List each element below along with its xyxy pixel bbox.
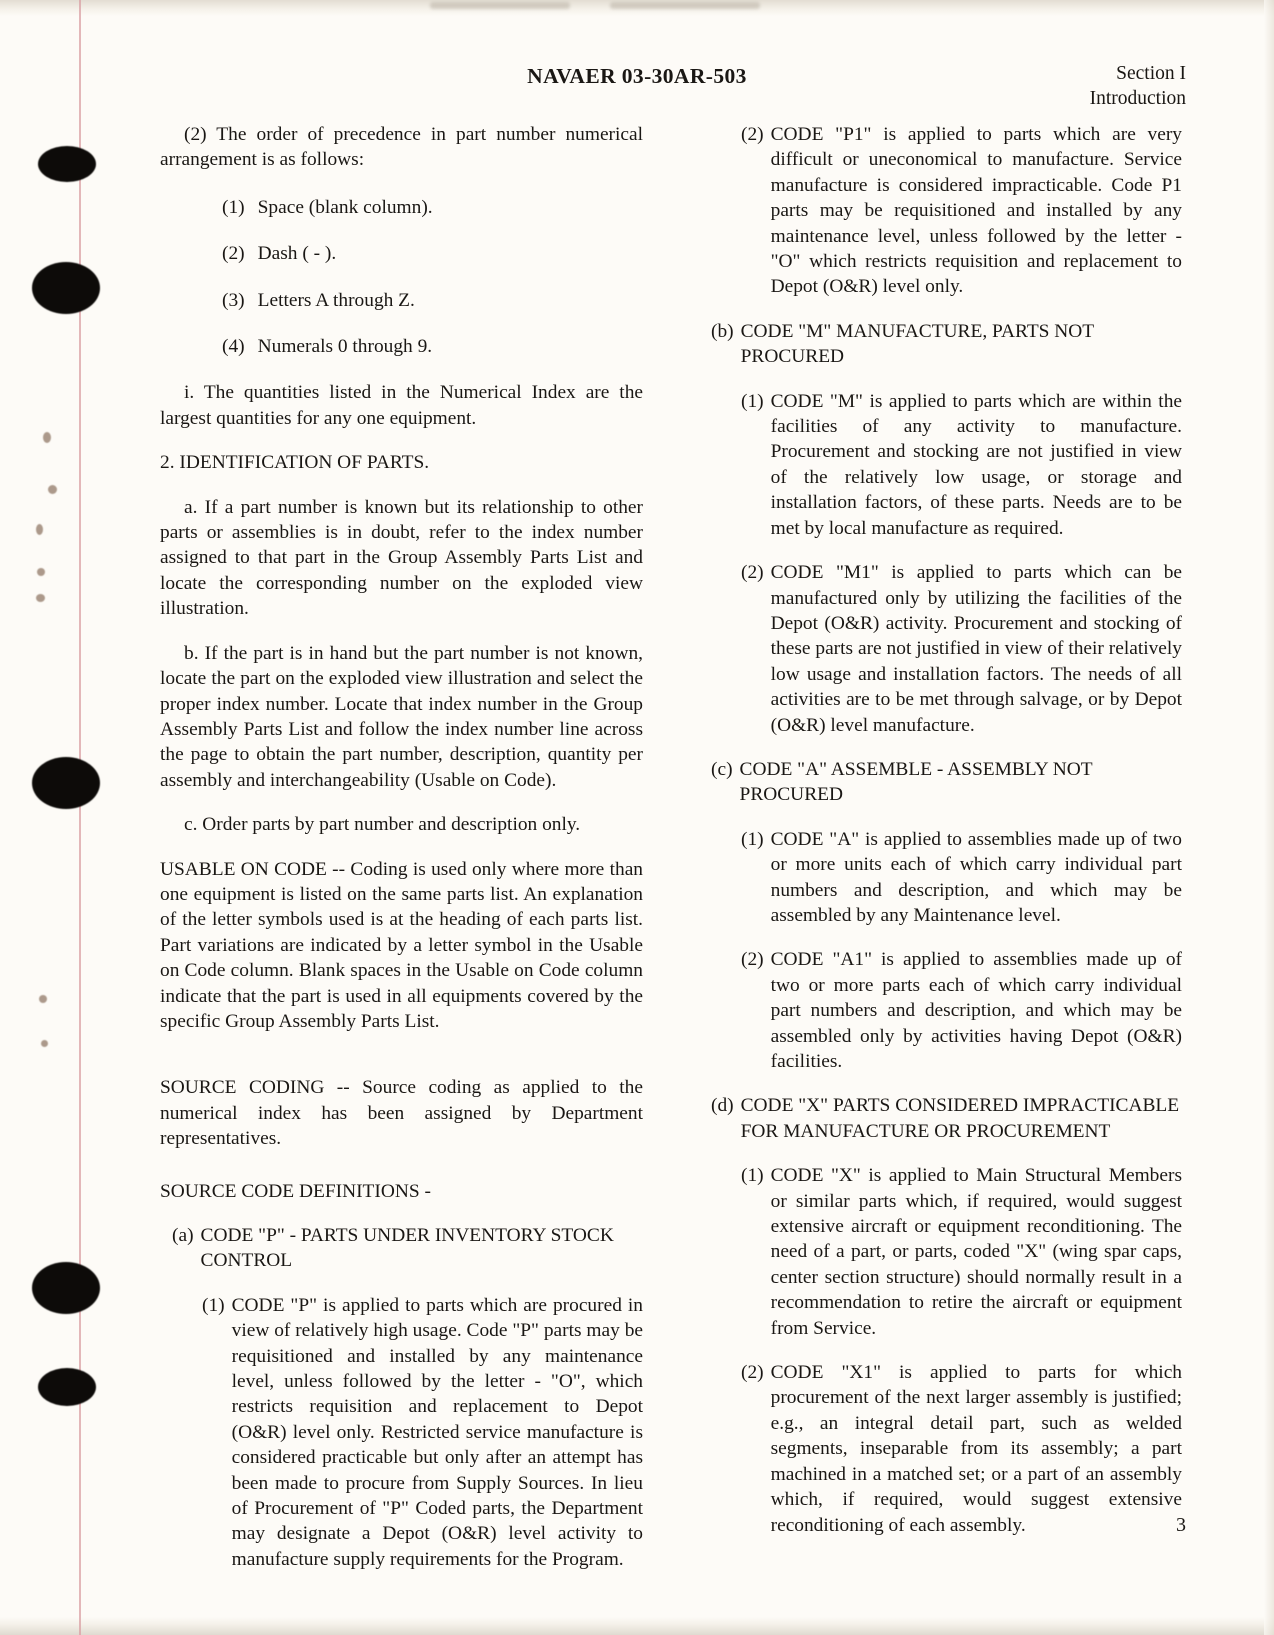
paragraph-b-part-in-hand: b. If the part is in hand but the part number is not known, locate the part on the exploded view illustration and select the proper index number. Locate that index number in the Group Assembly Parts List and follow the index number line across the page to obtain the part number, description, quantity per assembly and interchangeability (Usable on Code).: [160, 642, 643, 791]
punch-hole: [38, 146, 96, 182]
paragraph-a-part-number-known: a. If a part number is known but its relationship to other parts or assemblies is in doubt, refer to the index number assigned to that part in the Group Assembly Parts List and locate the corresponding number on the exploded view illustration.: [160, 496, 643, 620]
code-a-heading: [711, 757, 1182, 808]
punch-hole: [32, 757, 100, 809]
code-x1-definition-marker: (2): [741, 1362, 764, 1384]
paragraph-source-coding: SOURCE CODING -- Source coding as applied to the numerical index has been assigned by Department representatives.: [160, 1077, 643, 1150]
paragraph-gap: [160, 1171, 643, 1179]
list-item-marker: (3): [222, 289, 245, 311]
scan-speck: [48, 485, 57, 494]
list-item-marker: (1): [222, 196, 245, 218]
code-x-heading-line1: CODE "X" PARTS CONSIDERED: [740, 1095, 1019, 1117]
code-x-definition-text: CODE "X" is applied to Main Structural Members or similar parts which, if required, would suggest extensive aircraft or equipment reconditioning. The need of a part, or parts, coded "X" (wing spar caps, center section structure) should normally result in a recommendation to retire the aircraft or equipment from Service.: [770, 1165, 1182, 1339]
page-number: 3: [1176, 1514, 1186, 1536]
code-a-definition-marker: (1): [741, 828, 764, 850]
scan-speck: [43, 432, 51, 443]
list-item-label: Letters A through Z.: [257, 289, 415, 311]
heading-identification-of-parts: 2. IDENTIFICATION OF PARTS.: [160, 452, 430, 474]
code-m1-definition: [741, 560, 1182, 738]
code-a-heading-text: [740, 757, 1182, 808]
code-p-definition: [202, 1293, 643, 1572]
scan-speck: [36, 524, 43, 535]
list-item: [160, 241, 643, 266]
code-x-heading-line3: OR PROCUREMENT: [934, 1120, 1111, 1142]
list-item: [160, 288, 643, 313]
code-a-heading-line2: ASSEMBLY NOT PROCURED: [739, 758, 1093, 806]
body-columns: [160, 122, 1182, 1591]
paragraph-i-quantities: i. The quantities listed in the Numerical Index are the largest quantities for any one equipment.: [160, 382, 643, 429]
scan-smudge: [430, 2, 570, 9]
code-p1-definition: [741, 122, 1182, 300]
code-a-marker: (c): [711, 758, 733, 780]
code-x-definition: [741, 1163, 1182, 1341]
code-x-heading-line2: IMPRACTICABLE FOR MANUFACTURE: [740, 1095, 1180, 1142]
scan-smudge: [610, 2, 760, 9]
code-m1-definition-text: CODE "M1" is applied to parts which can be manufactured only by utilizing the facilities of the Depot (O&R) activity. Procurement and stocking of these parts are not justified in view of their relatively low usage and installation factors. The needs of all activities are to be met through salvage, or by Depot (O&R) level manufacture.: [770, 562, 1182, 736]
code-x-marker: (d): [711, 1095, 734, 1117]
list-item-label: Dash ( - ).: [257, 243, 337, 265]
code-p-heading: [172, 1223, 643, 1274]
code-p-marker: (a): [172, 1225, 194, 1246]
code-p-definition-marker: (1): [202, 1294, 225, 1316]
scan-edge-right: [1264, 0, 1274, 1635]
list-item-label: Numerals 0 through 9.: [257, 336, 433, 358]
list-item-marker: (2): [222, 243, 245, 265]
scan-edge-bottom: [0, 1617, 1274, 1635]
code-x-definition-marker: (1): [741, 1165, 764, 1187]
paragraph-usable-on-code: USABLE ON CODE -- Coding is used only where more than one equipment is listed on the same parts list. An explanation of the letter symbols used is at the heading of each parts list. Part variations are indicated by a letter symbol in the Usable on Code column. Blank spaces in the Usable on Code column indicate that the part is used in all equipments covered by the specific Group Assembly Parts List.: [160, 858, 643, 1032]
paragraph-gap: [160, 1053, 643, 1075]
header-section-block: [1090, 61, 1186, 111]
code-m1-definition-marker: (2): [741, 562, 764, 584]
scan-speck: [41, 1040, 48, 1047]
code-m-marker: (b): [711, 320, 734, 342]
code-x1-definition-text: CODE "X1" is applied to parts for which procurement of the next larger assembly is justified; e.g., an integral detail part, such as welded segments, inseparable from its assembly; a part machined in a matched set; or a part of an assembly which, if required, would suggest extensive reconditioning of each assembly.: [770, 1362, 1182, 1536]
code-a-definition: [741, 827, 1182, 929]
code-x-heading: [711, 1093, 1182, 1144]
code-p-heading-line1: CODE "P" - PARTS UNDER INVENTORY: [200, 1225, 546, 1246]
code-x1-definition: [741, 1360, 1182, 1538]
code-m-heading-line1: CODE "M" MANUFACTURE,: [740, 320, 988, 342]
precedence-list: [160, 195, 643, 360]
list-item: [160, 195, 643, 220]
code-a1-definition-marker: (2): [741, 949, 764, 971]
left-column: [160, 122, 643, 1591]
code-p-heading-text: [201, 1223, 643, 1274]
page-header: [0, 58, 1274, 120]
paragraph-2-precedence: (2) The order of precedence in part number numerical arrangement is as follows:: [160, 124, 643, 171]
scan-speck: [37, 568, 45, 576]
code-m-heading: [711, 319, 1182, 370]
heading-source-code-definitions: SOURCE CODE DEFINITIONS -: [160, 1180, 431, 1202]
code-m-definition-marker: (1): [741, 390, 764, 412]
punch-hole: [38, 1368, 96, 1406]
code-m-definition: [741, 389, 1182, 541]
code-p1-definition-marker: (2): [741, 124, 764, 145]
code-m-heading-text: [741, 319, 1182, 370]
punch-hole: [32, 1262, 100, 1314]
scan-speck: [36, 594, 45, 602]
section-label: Section I: [1116, 63, 1186, 84]
scan-speck: [39, 995, 47, 1003]
code-m-heading-line2: PARTS NOT PROCURED: [740, 320, 1094, 368]
code-m-definition-text: CODE "M" is applied to parts which are within the facilities of any activity to manufacture. Procurement and stocking are not justified in view of the relatively low usage, or storage and installation factors, of these parts. Needs are to be met by local manufacture as required.: [770, 390, 1182, 539]
code-p-definition-text: CODE "P" is applied to parts which are procured in view of relatively high usage. Code "P" parts may be requisitioned and installed by any maintenance level, unless followed by the letter - "O", which restricts requisition and replacement to Depot (O&R) level only. Restricted service manufacture is considered practicable but only after an attempt has been made to procure from Supply Sources. In lieu of Procurement of "P" Coded parts, the Department may designate a Depot (O&R) level activity to manufacture supply requirements for the Program.: [231, 1294, 643, 1570]
code-p-heading-line2: STOCK CONTROL: [200, 1225, 614, 1272]
list-item: [160, 334, 643, 359]
paragraph-c-order-parts: c. Order parts by part number and description only.: [184, 814, 581, 836]
code-a-definition-text: CODE "A" is applied to assemblies made up of two or more units each of which carry individual part numbers and description, and which may be assembled by any Maintenance level.: [770, 828, 1182, 926]
code-a1-definition-text: CODE "A1" is applied to assemblies made up of two or more parts each of which carry individual part numbers and description, and which may be assembled only by activities having Depot (O&R) facilities.: [770, 949, 1182, 1072]
list-item-marker: (4): [222, 336, 245, 358]
subsection-label: Introduction: [1089, 88, 1186, 109]
code-a-heading-line1: CODE "A" ASSEMBLE -: [739, 758, 944, 780]
right-column: [699, 122, 1182, 1591]
code-p1-definition-text: CODE "P1" is applied to parts which are very difficult or uneconomical to manufacture. Service manufacture is considered impracticable. Code P1 parts may be requisitioned and installed by any maintenance level, unless followed by the letter - "O" which restricts requisition and replacement to Depot (O&R) level only.: [770, 124, 1182, 298]
code-a1-definition: [741, 947, 1182, 1074]
document-number: NAVAER 03-30AR-503: [527, 64, 747, 88]
list-item-label: Space (blank column).: [257, 196, 433, 218]
punch-hole: [32, 262, 100, 314]
code-x-heading-text: [741, 1093, 1182, 1144]
